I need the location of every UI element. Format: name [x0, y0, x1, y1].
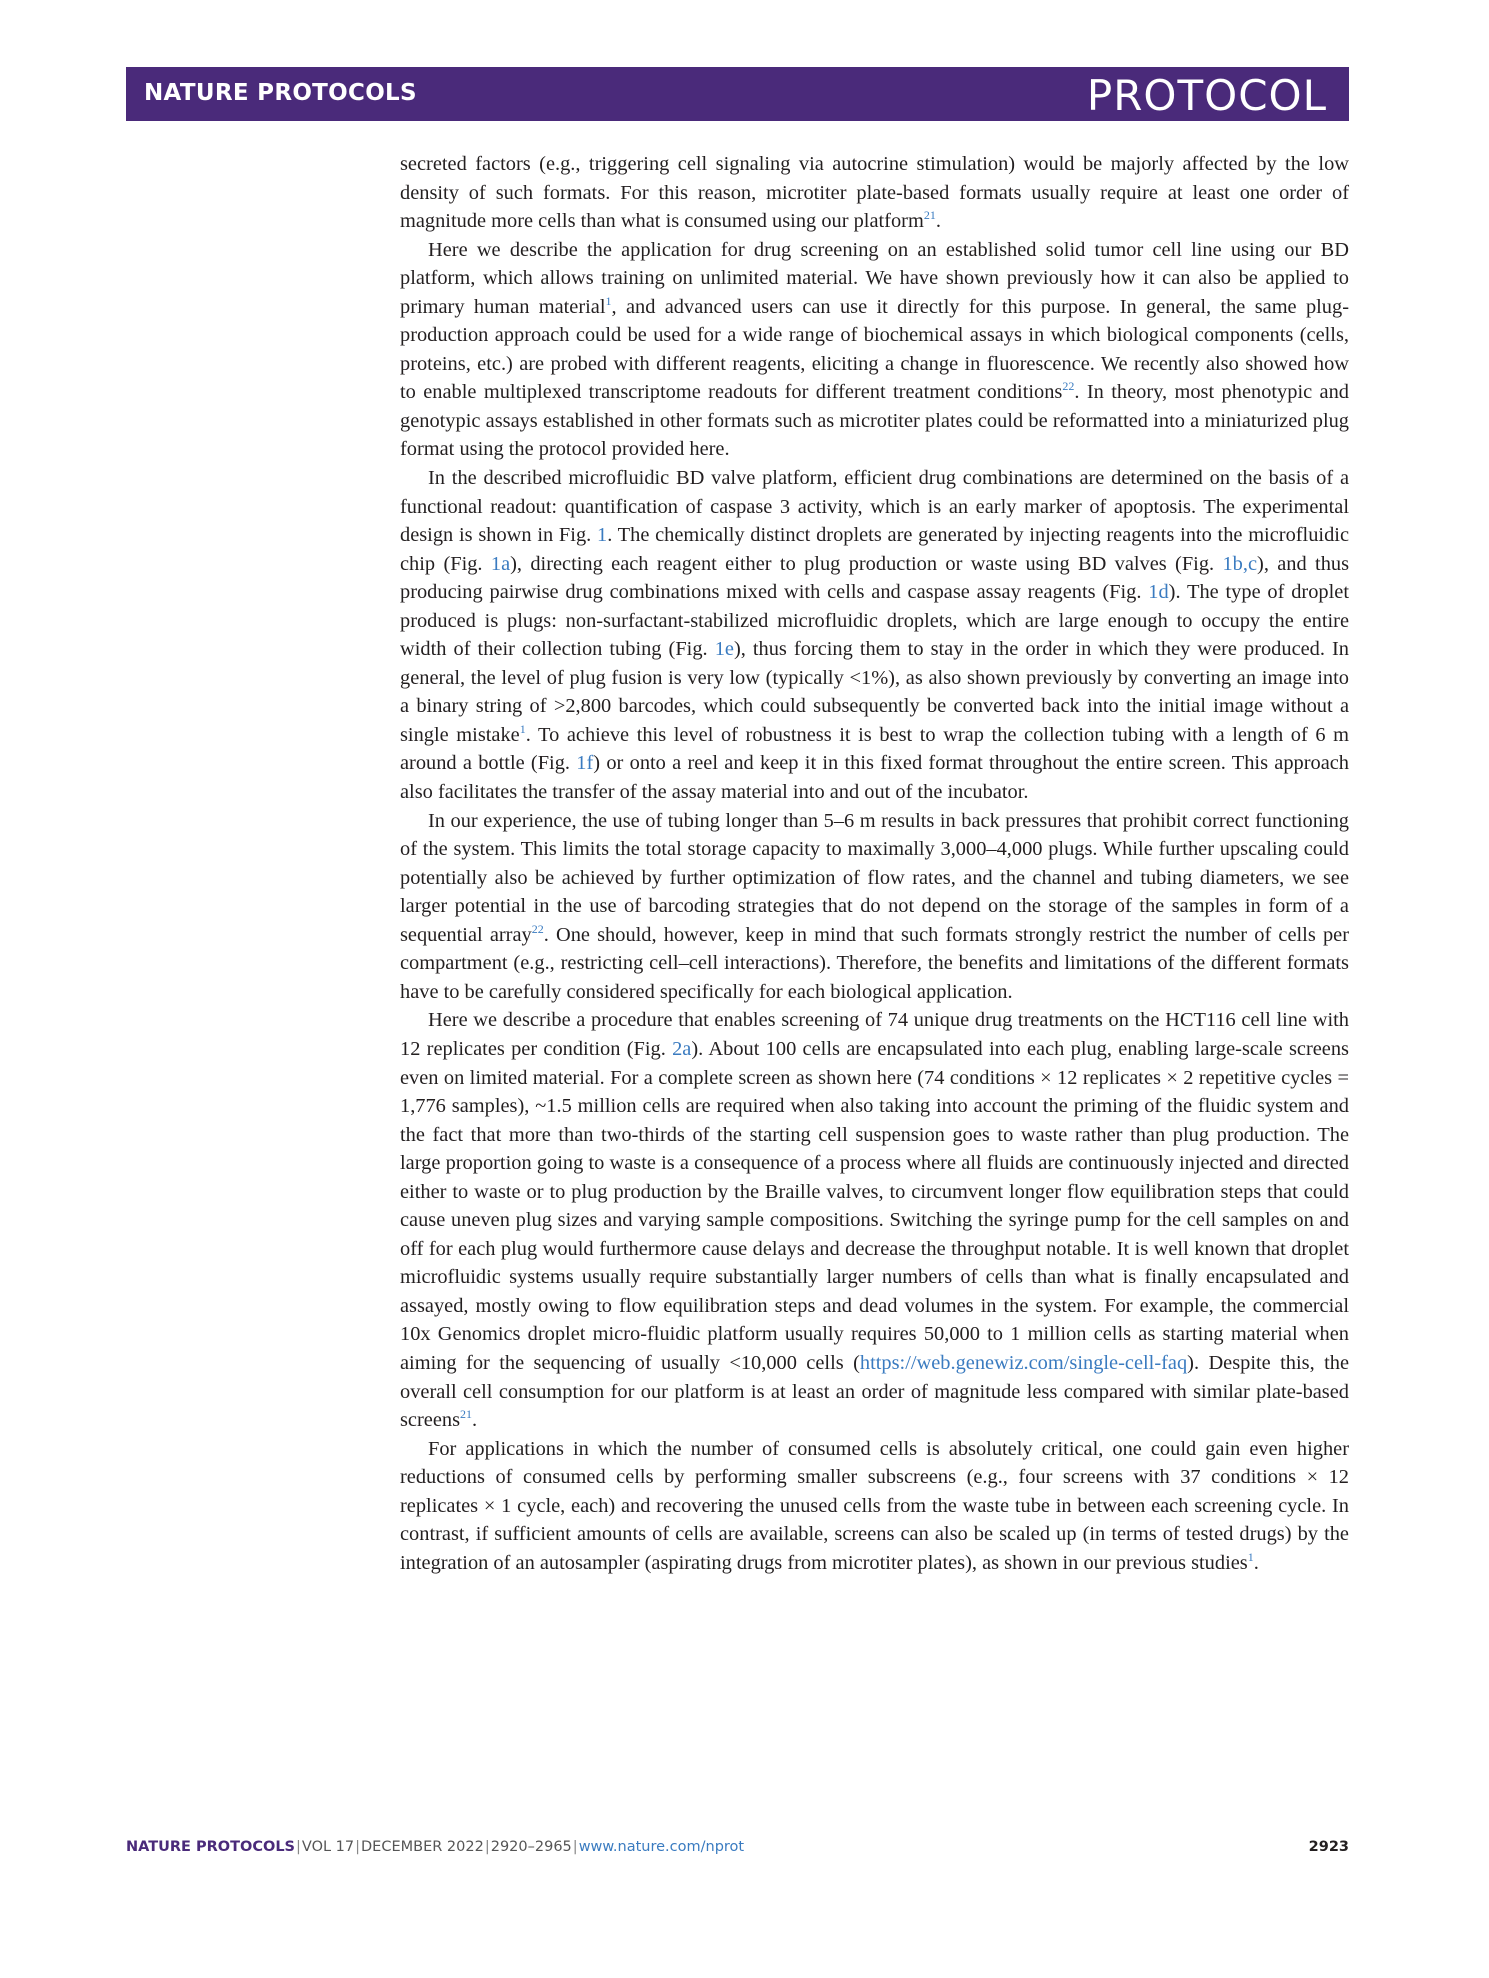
footer-separator: | [484, 1839, 490, 1855]
paragraph: For applications in which the number of consumed cells is absolutely critical, one could gain even higher reductions of consumed cells by performing smaller subscreens (e.g., four screens with 37 conditions × 12 replicates × 1 cycle, each) and recovering the unused cells from the waste tube in between each screening cycle. In contrast, if sufficient amounts of cells are available, screens can also be scaled up (in terms of tested drugs) by the integration of an autosampler (aspirating drugs from microtiter plates), as shown in our previous studies$^1$. [400, 1437, 1349, 1574]
external-link[interactable]: https://web.genewiz.com/single-cell-faq [859, 1351, 1188, 1374]
reference-citation[interactable]: 1 [519, 722, 526, 737]
reference-citation[interactable]: 21 [460, 1407, 473, 1422]
figure-link[interactable]: 1b,c [1222, 552, 1258, 575]
footer-volume: VOL 17 [301, 1839, 355, 1855]
figure-link[interactable]: 1 [596, 524, 608, 547]
footer-pages: 2920–2965 [490, 1839, 572, 1855]
figure-link[interactable]: 2a [672, 1037, 692, 1060]
reference-citation[interactable]: 1 [605, 293, 612, 308]
reference-citation[interactable]: 21 [923, 208, 936, 223]
footer-separator: | [572, 1839, 578, 1855]
paragraph: In the described microfluidic BD valve platform, efficient drug combinations are determined on the basis of a functional readout: quantification of caspase 3 activity, which is an early marker of apoptosis. The experimental design is shown in Fig. 1. The chemically distinct droplets are generated by injecting reagents into the microfluidic chip (Fig. 1a), directing each reagent either to plug production or waste using BD valves (Fig. 1b,c), and thus producing pairwise drug combinations mixed with cells and caspase assay reagents (Fig. 1d). The type of droplet produced is plugs: non-surfactant-stabilized microfluidic droplets, which are large enough to occupy the entire width of their collection tubing (Fig. 1e), thus forcing them to stay in the order in which they were produced. In general, the level of plug fusion is very low (typically <1%), as also shown previously by converting an image into a binary string of >2,800 barcodes, which could subsequently be converted back into the initial image without a single mistake$^1$. To achieve this level of robustness it is best to wrap the collection tubing with a length of 6 m around a bottle (Fig. 1f) or onto a reel and keep it in this fixed format throughout the entire screen. This approach also facilitates the transfer of the assay material into and out of the incubator. [400, 467, 1350, 804]
article-type: PROTOCOL [1086, 71, 1327, 120]
footer-separator: | [296, 1839, 301, 1855]
reference-citation[interactable]: 22 [1062, 379, 1075, 394]
paragraph: In our experience, the use of tubing longer than 5–6 m results in back pressures that prohibit correct functioning of the system. This limits the total storage capacity to maximally 3,000–4,000 plugs. While further upscaling could potentially also be achieved by further optimization of flow rates, and the channel and tubing diameters, we see larger potential in the use of barcoding strategies that do not depend on the storage of the samples in form of a sequential array$^{22}$. One should, however, keep in mind that such formats strongly restrict the number of cells per compartment (e.g., restricting cell–cell interactions). Therefore, the benefits and limitations of the different formats have to be carefully considered specifically for each biological application. [400, 809, 1349, 1003]
page-number: 2923 [1308, 1839, 1349, 1855]
reference-citation[interactable]: 22 [531, 921, 544, 936]
journal-name: NATURE PROTOCOLS [144, 80, 417, 106]
paragraph: secreted factors (e.g., triggering cell signaling via autocrine stimulation) would be majorly affected by the low density of such formats. For this reason, microtiter plate-based formats usually require at least one order of magnitude more cells than what is consumed using our platform$^{21}$. [400, 153, 1349, 233]
reference-citation[interactable]: 1 [1247, 1550, 1254, 1564]
figure-link[interactable]: 1e [714, 638, 734, 661]
body-text [400, 150, 1349, 1577]
paragraph: Here we describe a procedure that enables screening of 74 unique drug treatments on the HCT116 cell line with 12 replicates per condition (Fig. 2a). About 100 cells are encapsulated into each plug, enabling large-scale screens even on limited material. For a complete screen as shown here (74 conditions × 12 replicates × 2 repetitive cycles = 1,776 samples), ~1.5 million cells are required when also taking into account the priming of the fluidic system and the fact that more than two-thirds of the starting cell suspension goes to waste rather than plug production. The large proportion going to waste is a consequence of a process where all fluids are continuously injected and directed either to waste or to plug production by the Braille valves, to circumvent longer flow equilibration steps that could cause uneven plug sizes and varying sample compositions. Switching the syringe pump for the cell samples on and off for each plug would furthermore cause delays and decrease the throughput notable. It is well known that droplet microfluidic systems usually require substantially larger numbers of cells than what is finally encapsulated and assayed, mostly owing to flow equilibration steps and dead volumes in the system. For example, the commercial 10x Genomics droplet micro-fluidic platform usually requires 50,000 to 1 million cells as starting material when aiming for the sequencing of usually <10,000 cells (https://web.genewiz.com/single-cell-faq). Despite this, the overall cell consumption for our platform is at least an order of magnitude less compared with similar plate-based screens$^{21}$. [400, 1009, 1350, 1432]
footer-url[interactable]: www.nature.com/nprot [578, 1839, 745, 1855]
footer-citation [126, 1839, 744, 1855]
paragraph: Here we describe the application for drug screening on an established solid tumor cell line using our BD platform, which allows training on unlimited material. We have shown previously how it can also be applied to primary human material$^1$, and advanced users can use it directly for this purpose. In general, the same plug-production approach could be used for a wide range of biochemical assays in which biological components (cells, proteins, etc.) are probed with different reagents, eliciting a change in fluorescence. We recently also showed how to enable multiplexed transcriptome readouts for different treatment conditions$^{22}$. In theory, most phenotypic and genotypic assays established in other formats such as microtiter plates could be reformatted into a miniaturized plug format using the protocol provided here. [400, 238, 1349, 461]
figure-link[interactable]: 1a [490, 552, 511, 575]
footer-separator: | [355, 1839, 361, 1855]
footer [126, 1839, 1349, 1861]
figure-link[interactable]: 1f [576, 752, 594, 775]
header-bar [126, 67, 1349, 121]
footer-journal: NATURE PROTOCOLS [126, 1839, 296, 1855]
footer-date: DECEMBER 2022 [361, 1839, 484, 1855]
figure-link[interactable]: 1d [1148, 581, 1169, 604]
